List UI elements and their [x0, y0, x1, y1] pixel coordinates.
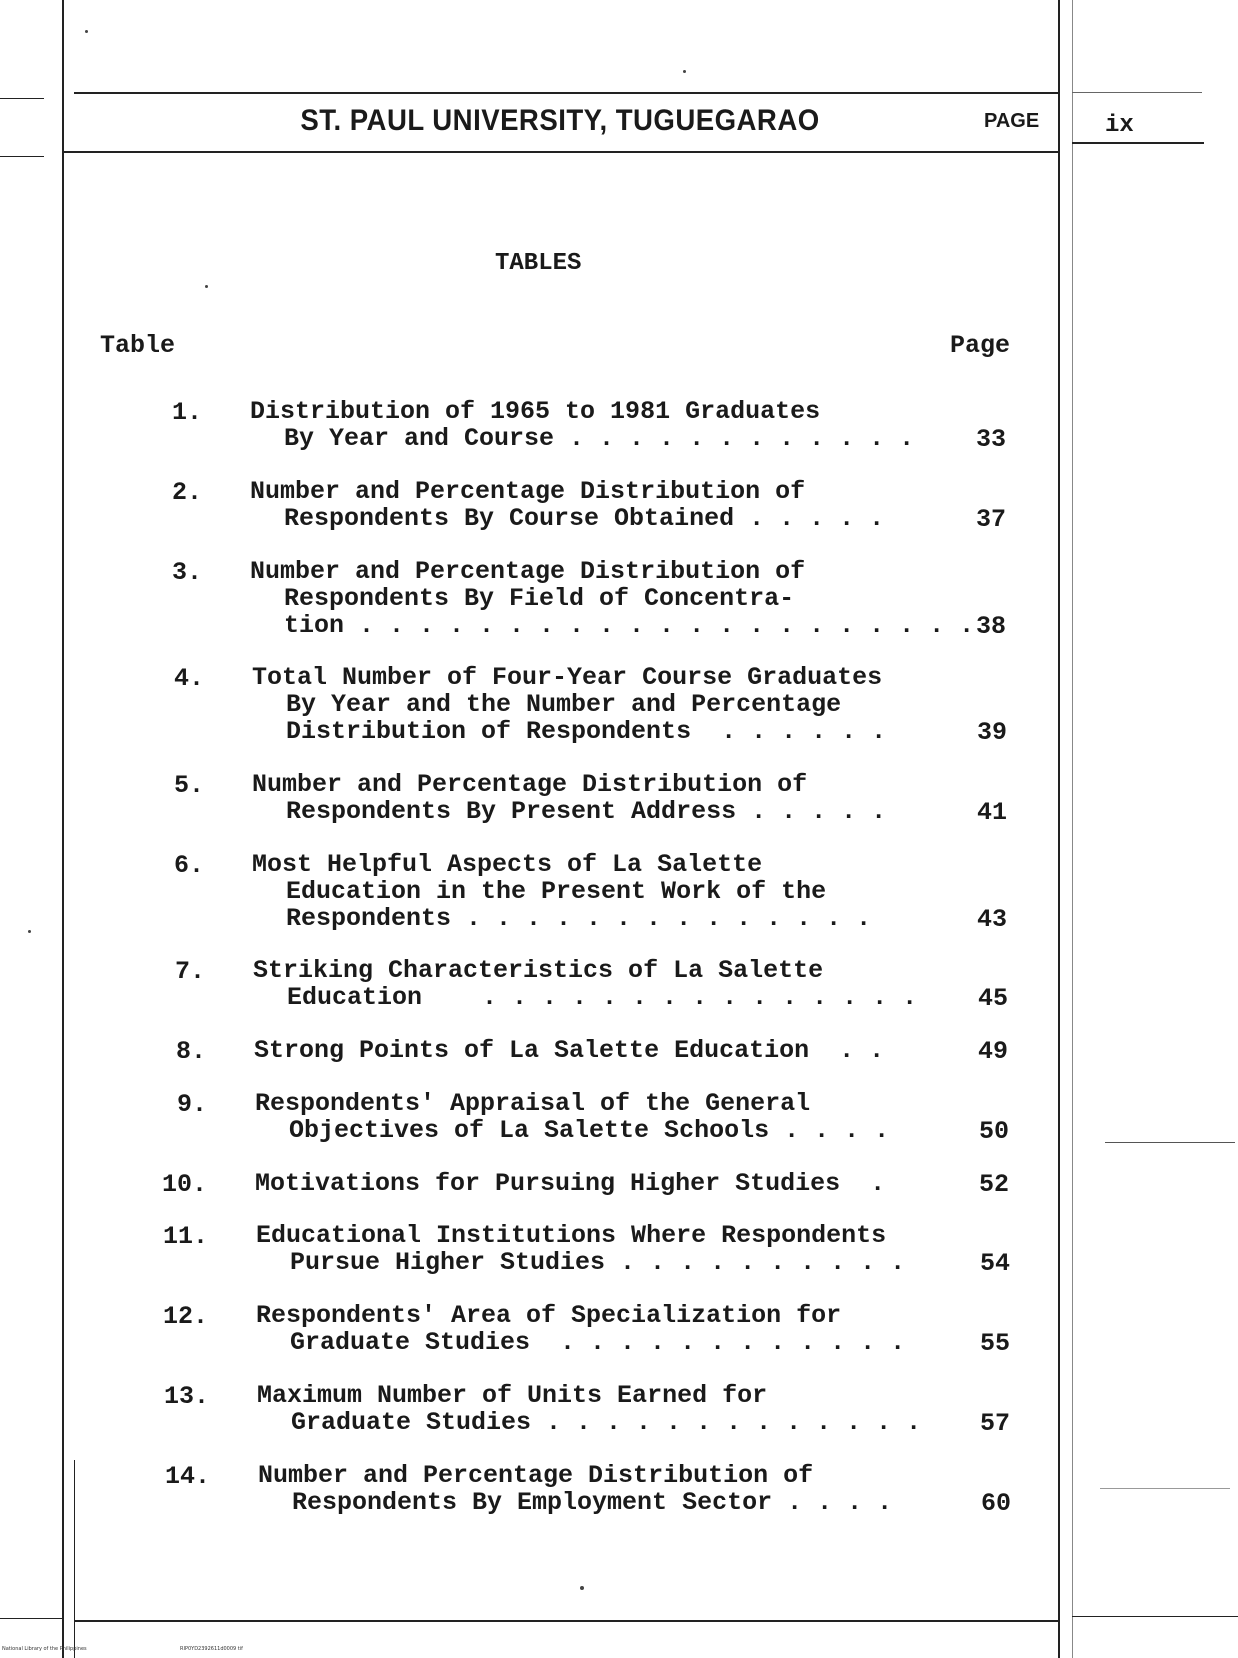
entry-page-number: 57	[979, 1409, 1010, 1438]
entry-number: 7.	[174, 957, 205, 986]
entry-page-number: 38	[975, 612, 1006, 641]
entry-page-number: 45	[977, 984, 1008, 1013]
entry-title-line: Respondents' Area of Specialization for	[256, 1301, 842, 1330]
entry-title-line: Distribution of Respondents . . . . . .	[286, 717, 887, 746]
entry-title-line: Educational Institutions Where Respondents	[256, 1221, 887, 1250]
entry-number: 9.	[176, 1090, 207, 1119]
right-margin-rule	[1058, 0, 1060, 1658]
left-edge-mark	[0, 98, 44, 99]
entry-title-line: Respondents By Field of Concentra-	[284, 584, 795, 613]
scan-speck	[85, 30, 88, 33]
entry-title-line: Graduate Studies . . . . . . . . . . . .	[290, 1328, 906, 1357]
entry-title-line: Objectives of La Salette Schools . . . .	[289, 1116, 890, 1145]
footer-rule-right	[1072, 1616, 1238, 1617]
right-edge-mark	[1100, 1488, 1230, 1489]
left-edge-mark	[0, 156, 44, 157]
entry-title-line: By Year and Course . . . . . . . . . . . .	[284, 424, 915, 453]
entry-page-number: 39	[976, 718, 1007, 747]
header-top-rule	[74, 92, 1058, 94]
entry-title-line: Most Helpful Aspects of La Salette	[252, 850, 763, 879]
entry-number: 8.	[175, 1037, 206, 1066]
entry-title-line: Distribution of 1965 to 1981 Graduates	[250, 397, 821, 426]
entry-page-number: 49	[977, 1037, 1008, 1066]
entry-number: 12.	[162, 1302, 208, 1331]
scan-speck	[28, 930, 31, 933]
entry-page-number: 52	[978, 1170, 1009, 1199]
entry-number: 11.	[162, 1222, 208, 1251]
footer-rule-left	[0, 1618, 62, 1619]
entry-title-line: By Year and the Number and Percentage	[286, 690, 842, 719]
entry-title-line: Education in the Present Work of the	[286, 877, 827, 906]
left-margin-rule	[62, 0, 64, 1658]
header-bottom-rule	[62, 151, 1058, 153]
footer-library-stamp: National Library of the Philippines	[2, 1646, 87, 1652]
entry-title-line: Number and Percentage Distribution of	[250, 477, 806, 506]
entry-number: 4.	[173, 664, 204, 693]
entry-page-number: 50	[978, 1117, 1009, 1146]
entry-page-number: 41	[976, 798, 1007, 827]
scan-speck	[580, 1586, 584, 1590]
header-right-rule	[1072, 142, 1204, 144]
column-header-table: Table	[100, 331, 176, 360]
scan-speck	[205, 285, 208, 288]
entry-page-number: 55	[979, 1329, 1010, 1358]
entry-number: 14.	[164, 1462, 210, 1491]
right-edge-mark	[1105, 1142, 1235, 1143]
entry-title-line: Respondents . . . . . . . . . . . . . .	[286, 904, 872, 933]
entry-title-line: Education . . . . . . . . . . . . . . .	[287, 983, 918, 1012]
entry-title-line: Number and Percentage Distribution of	[258, 1461, 814, 1490]
entry-title-line: Motivations for Pursuing Higher Studies .	[255, 1169, 886, 1198]
entry-page-number: 60	[980, 1489, 1011, 1518]
left-margin-rule-inner	[74, 1460, 75, 1658]
entry-title-line: Graduate Studies . . . . . . . . . . . . .	[291, 1408, 922, 1437]
entry-title-line: Number and Percentage Distribution of	[250, 557, 806, 586]
entry-title-line: Respondents By Employment Sector . . . .	[292, 1488, 893, 1517]
entry-title-line: Striking Characteristics of La Salette	[253, 956, 824, 985]
footer-rule	[74, 1620, 1058, 1622]
entry-title-line: Maximum Number of Units Earned for	[257, 1381, 768, 1410]
footer-file-name: RIP0YD2392611d0009 tif	[180, 1646, 243, 1652]
entry-title-line: Strong Points of La Salette Education . .	[254, 1036, 885, 1065]
entry-title-line: Respondents By Present Address . . . . .	[286, 797, 887, 826]
entry-number: 3.	[171, 558, 202, 587]
entry-title-line: tion . . . . . . . . . . . . . . . . . . . . .	[284, 611, 975, 640]
column-header-page: Page	[950, 331, 1011, 360]
entry-title-line: Respondents' Appraisal of the General	[255, 1089, 811, 1118]
entry-number: 2.	[171, 478, 202, 507]
entry-page-number: 37	[975, 505, 1006, 534]
entry-title-line: Number and Percentage Distribution of	[252, 770, 808, 799]
entry-number: 10.	[161, 1170, 207, 1199]
entry-page-number: 33	[975, 425, 1006, 454]
page-label: PAGE	[984, 110, 1040, 132]
entry-number: 13.	[163, 1382, 209, 1411]
right-margin-rule-inner	[1072, 0, 1073, 1658]
entry-page-number: 54	[979, 1249, 1010, 1278]
entry-page-number: 43	[976, 905, 1007, 934]
entry-number: 5.	[173, 771, 204, 800]
entry-number: 1.	[171, 398, 202, 427]
entry-title-line: Pursue Higher Studies . . . . . . . . . .	[290, 1248, 906, 1277]
entry-number: 6.	[173, 851, 204, 880]
institution-title: ST. PAUL UNIVERSITY, TUGUEGARAO	[300, 104, 820, 137]
header-right-rule-top	[1072, 92, 1202, 93]
page-number: ix	[1105, 112, 1134, 139]
entry-title-line: Total Number of Four-Year Course Graduates	[252, 663, 883, 692]
scan-speck	[683, 70, 686, 73]
entry-title-line: Respondents By Course Obtained . . . . .	[284, 504, 885, 533]
section-title: TABLES	[495, 250, 582, 277]
